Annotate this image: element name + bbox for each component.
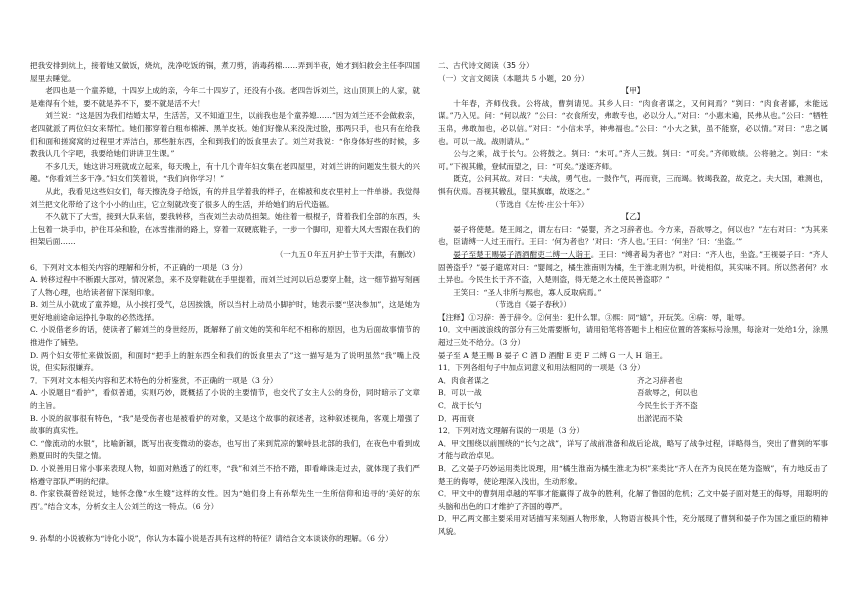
section-heading: 二、古代诗文阅读（35 分） — [438, 61, 534, 70]
option-12b: B．乙文晏子巧妙运用类比说理，用“橘生淮南为橘生淮北为枳”来类比“齐人在齐为良民在楚为盗贼”，有力地反击了楚王的侮辱，使论理深入浅出，生动形象。 — [438, 464, 828, 486]
option-11d-left: D．再而衰 — [438, 413, 475, 423]
passage-b-paragraph: 王笑曰：“圣人非所与熙也，寡人反取病焉。” — [453, 287, 602, 297]
story-paragraph: 从此，我看见这些妇女们，每天擦洗身子给饭，有的并且学着我的样子，在棉被和皮衣里衬上一件单褂。我觉得刘兰把文化带给了这个小小的山庄，它立刻就改变了很多人的生活，并给她们的后代造福。 — [30, 186, 420, 209]
passage-a-paragraph: 公与之乘，战于长勺。公将鼓之。刿曰：“未可。”齐人三鼓。刿曰：“可矣。”齐师败绩。公将驰之。刿曰：“未可。”下视其辙，登轼而望之，曰：“可矣。”遂逐齐师。 — [438, 149, 828, 171]
subsection-heading: （一）文言文阅读（本题共 5 小题，20 分） — [438, 73, 589, 83]
story-source: （一九五０年五月护士节于天津，有删改） — [275, 249, 420, 259]
passage-b-source: （节选自《晏子春秋》） — [491, 300, 571, 310]
passage-a-paragraph: 既克，公问其故。对曰：“夫战，勇气也。一鼓作气，再而衰，三而竭。彼竭我盈，故克之。夫大国，难测也，惧有伏焉。吾视其辙乱，望其旗靡，故逐之。” — [438, 174, 828, 196]
option-12c: C．甲文中的曹刿用卓越的军事才能赢得了战争的胜利，化解了鲁国的危机；乙文中晏子面对楚王的侮辱，用聪明的头脑和出色的口才维护了齐国的尊严。 — [438, 489, 828, 511]
question-9: 9. 孙犁的小说被称为“诗化小说”，你认为本篇小说是否具有这样的特征？请结合文本谈谈你的理解。（6 分） — [30, 534, 393, 544]
story-paragraph: 不久就下了大雪，接到大队来信，要我转移，当夜刘兰去动员担架。她往着一根棍子，背着我们全部的东西，头上包着一块手巾，护住耳朵和脸，在冰雪推滑的路上，穿着一双硬底鞋子，一步一个脚印，迎着大风大雪跟在我们的担架后面…… — [30, 212, 420, 247]
passage-b-paragraph: 晏子将使楚。楚王闻之，谓左右曰：“晏婴，齐之习辞者也。今方来，吾欲辱之，何以也？”左右对曰：“为其来也，臣请缚一人过王而行。王曰：‘何为者也？’对曰：‘齐人也。’王曰：‘何坐？’曰：‘坐盗。’” — [438, 224, 828, 247]
story-paragraph: 老四也是一个童养媳，十四岁上成的亲，今年二十四岁了，还没有小孩。老四告诉刘兰，这山顶顶上的人家，就是难得有个娃，要不就是养不下，要不就是活不大！ — [30, 86, 420, 108]
story-paragraph: 刘兰说：“这是因为我们结婚太早，生活苦，又不知道卫生，以前我也是个童养媳……”因为刘兰还不会做救亲，老四就派了两位妇女来帮忙。她们都穿着白粗布棉裤、黑羊皮袄。她们好像从来没洗过脸，那两只手，也只有在给我们和面和搓窝窝的过程里才弄洁白，那些脏东西，全和到我们的饭食里去了。刘兰对我说：“你身体好些的时候，多教我认几个字吧，我要给她们讲讲卫生课。” — [30, 111, 420, 159]
left-column — [30, 60, 420, 546]
wavy-underlined-sentence: 晏子至楚王赐晏子酒酒酣吏二缚一人诣王 — [453, 249, 591, 259]
passage-a-paragraph: 十年春，齐师伐我。公将战，曹刿请见。其乡人曰：“肉食者谋之，又何间焉？”刿曰：“肉食者鄙，未能远谋。”乃入见。问：“何以战？”公曰：“衣食所安，弗敢专也，必以分人。”对曰：“小惠未遍，民弗从也。”公曰：“牺牲玉帛，弗敢加也，必以信。”对曰：“小信未孚，神弗福也。”公曰：“小大之狱，虽不能察，必以情。”对曰：“忠之属也。可以一战。战则请从。” — [438, 98, 828, 146]
question-10: 10．文中画波浪线的部分有三处需要断句，请用铅笔将答题卡上相应位置的答案标号涂黑，每涂对一处给1分，涂黑超过三处不给分。（3 分） — [438, 325, 828, 348]
passage-a-label: 【甲】 — [621, 86, 645, 96]
option-12d: D．甲乙两文都主要采用对话描写来刻画人物形象，人物语言极具个性，充分展现了曹刿和晏子作为国之重臣的精神风貌。 — [438, 514, 828, 536]
question-12: 12．下列对选文理解有误的一项是（3 分） — [438, 426, 584, 436]
annotation-note: 【注释】①习辞：善于辞令。②何坐：犯什么罪。③熙：同“嬉”，开玩笑。④病：辱，耻辱。 — [438, 312, 750, 322]
option-12a: A．甲文围绕以前围绕的“长勺之战”，详写了战前准备和战后论战，略写了战争过程，详略得当，突出了曹刿的军事才能与政治卓见。 — [438, 438, 828, 461]
option-11a-right: 齐之习辞者也 — [637, 375, 683, 385]
question-10-line: 晏子至 A 楚王赐 B 晏子 C 酒 D 酒酣 E 吏 F 二缚 G 一人 H 诣王。 — [438, 350, 668, 360]
option-11a-left: A．肉食者谋之 — [438, 375, 490, 385]
option-11b-right: 吾欲辱之，何以也 — [637, 388, 698, 398]
option-6d: D. 两个妇女带忙来做饭面，和面时“把手上的脏东西全和我们的饭食里去了”这一描写是为了说明虽然“我”嘴上没说，但实际很嫌弃。 — [30, 350, 420, 373]
question-7: 7．下列对文本相关内容和艺术特色的分析鉴赏，不正确的一项是（3 分） — [30, 375, 278, 385]
option-6b: B. 刘兰从小就成了童养媳，从小挨打受气，总因挨饿，所以当村上动员小脚护时，她表示要“坚决参加”，这是她为更好地前途命运挣扎争取的必然选择。 — [30, 300, 420, 322]
question-8: 8. 作家铁凝曾经说过，她怀念像“水生嫂”这样的女性。因为“她们身上有孙犁先生一生所信仰和追寻的‘美好的东西’。”结合文本，分析女主人公刘兰的这一特点。（6 分） — [30, 489, 420, 511]
passage-b-paragraph: 晏子至楚王赐晏子酒酒酣吏二缚一人诣王。王曰：“缚者曷为者也？”对曰：“齐人也，坐盗。”王视晏子曰：“齐人固善盗乎？”晏子避席对曰：“婴闻之，橘生淮南则为橘，生于淮北则为枳，叶徒相似，其实味不同。所以然者何？水土异也。今民生长于齐不盗，入楚则盗，得无楚之水土使民善盗耶？” — [438, 249, 828, 285]
option-11b-left: B．可以一战 — [438, 388, 482, 398]
question-11-options — [438, 375, 828, 425]
story-paragraph: 不多几天，她这讲习班就成立起来，每天晚上，有十几个青年妇女集在老四屋里，对刘兰讲的问题发生很大的兴趣。“你看刘兰多干净。”妇女们笑着说，“我们向你学习！” — [30, 161, 420, 184]
option-11d-right: 出淤泥而不染 — [637, 413, 683, 423]
option-7b: B. 小说的叙事很有特色，“我”是受伤者也是被看护的对象，又是这个故事的叙述者，这种叙述视角，客观上增强了故事的真实性。 — [30, 413, 420, 436]
question-11: 11．下列各组句子中加点词意义和用法相同的一项是（3 分） — [438, 363, 645, 373]
passage-b-label: 【乙】 — [621, 212, 645, 222]
option-7a: A. 小说题目“看护”，看似普通，实则巧妙，既概括了小说的主要情节，也交代了女主人公的身份，同时暗示了文章的主旨。 — [30, 388, 420, 411]
option-7d: D. 小说善用日常小事来表现人物，如面对熟透了的红枣，“我”和刘兰不拾不踏，即看峰诛走过去，就体现了我们严格遵守部队严明的纪律。 — [30, 464, 420, 486]
option-6a: A. 转移过程中不断跟大部对，情况紧急，来不及穿鞋就在手里提着，而刘兰过河以后总要穿上鞋，这一细节描写刻画了人物心理，也给读者留下深刻印象。 — [30, 275, 420, 297]
option-11c-right: 今民生长于齐不盗 — [637, 401, 698, 411]
option-11c-left: C．战于长勺 — [438, 401, 482, 411]
question-6: 6．下列对文本相关内容的理解和分析，不正确的一项是（3 分） — [30, 262, 248, 272]
option-6c: C. 小说借老乡的话，使读者了解刘兰的身世经历，既解释了前文她的笑和年纪不相称的原因，也为后面故事情节的推进作了铺垫。 — [30, 325, 420, 348]
story-paragraph: 把我安排到炕上，接着她又做饭，烧炕，洗净吃饭的锅，煮刀剪，消毒药棉……弄到半夜，她才到妇救会主任李四国屋里去睡觉。 — [30, 61, 420, 83]
option-7c: C. “像流动的水银”，比喻新颖，既写出夜变微动的姿态，也写出了来到荒凉的繁峙县北部的我们，在夜色中看到成熟夏田时的失望之情。 — [30, 438, 420, 461]
right-column — [438, 60, 828, 539]
passage-a-source: （节选自《左传·庄公十年》） — [491, 199, 589, 209]
